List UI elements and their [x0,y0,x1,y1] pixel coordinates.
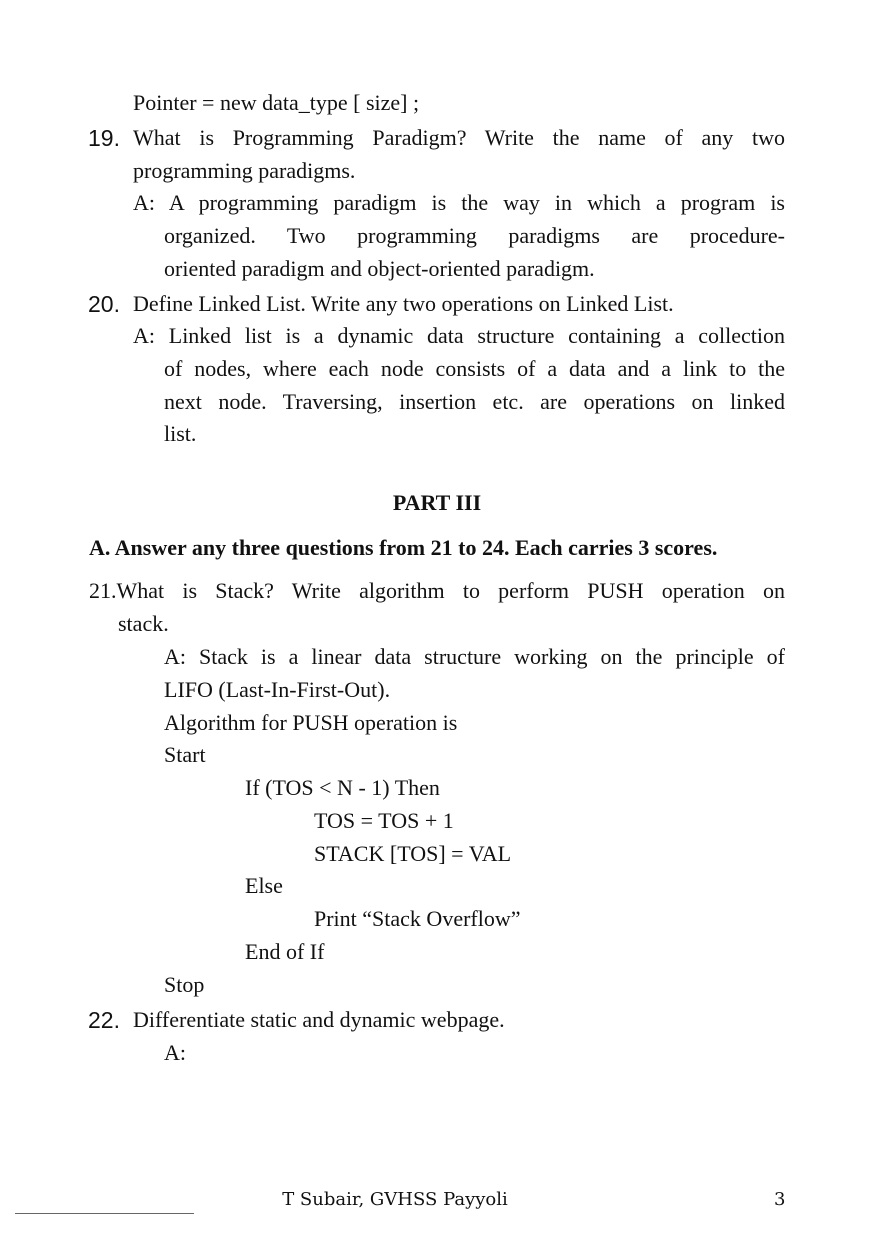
question-text-line: Define Linked List. Write any two operations on Linked List. [133,291,674,316]
algorithm-line: If (TOS < N - 1) Then [245,775,440,800]
question-number: 22. [88,1007,120,1033]
question-text-line: programming paradigms. [133,158,356,183]
algorithm-line: Else [245,873,283,898]
question-number: 20. [88,291,120,317]
answer-text-line: LIFO (Last-In-First-Out). [164,677,391,702]
answer-text-line: A: Linked list is a dynamic data structure containing a collection [133,323,785,348]
question-number: 19. [88,125,120,151]
answer-text-line: list. [164,421,197,446]
question-text-line: 21.What is Stack? Write algorithm to perform PUSH operation on [89,578,785,603]
algorithm-line: Stop [164,972,205,997]
answer-text-line: A: [164,1040,186,1065]
question-text-line: stack. [118,611,169,636]
q18-answer-tail: Pointer = new data_type [ size] ; [133,90,420,115]
algorithm-line: STACK [TOS] = VAL [314,841,512,866]
part-heading: PART III [392,490,482,515]
page-number: 3 [774,1189,786,1210]
answer-text-line: oriented paradigm and object-oriented paradigm. [164,256,595,281]
answer-text-line: Algorithm for PUSH operation is [164,710,458,735]
question-text-line: What is Programming Paradigm? Write the name of any two [133,125,785,150]
answer-text-line: A: Stack is a linear data structure working on the principle of [164,644,785,669]
algorithm-line: Start [164,742,206,767]
footer-author: T Subair, GVHSS Payyoli [282,1189,508,1210]
question-text-line: Differentiate static and dynamic webpage. [133,1007,505,1032]
answer-text-line: A: A programming paradigm is the way in which a program is [133,190,785,215]
answer-text-line: of nodes, where each node consists of a data and a link to the [164,356,785,381]
algorithm-line: TOS = TOS + 1 [314,808,454,833]
algorithm-line: End of If [245,939,325,964]
footnote-divider [15,1213,194,1214]
answer-text-line: organized. Two programming paradigms are procedure- [164,223,785,248]
answer-text-line: next node. Traversing, insertion etc. are operations on linked [164,389,785,414]
section-instruction: A. Answer any three questions from 21 to 24. Each carries 3 scores. [89,535,718,560]
algorithm-line: Print “Stack Overflow” [314,906,521,931]
